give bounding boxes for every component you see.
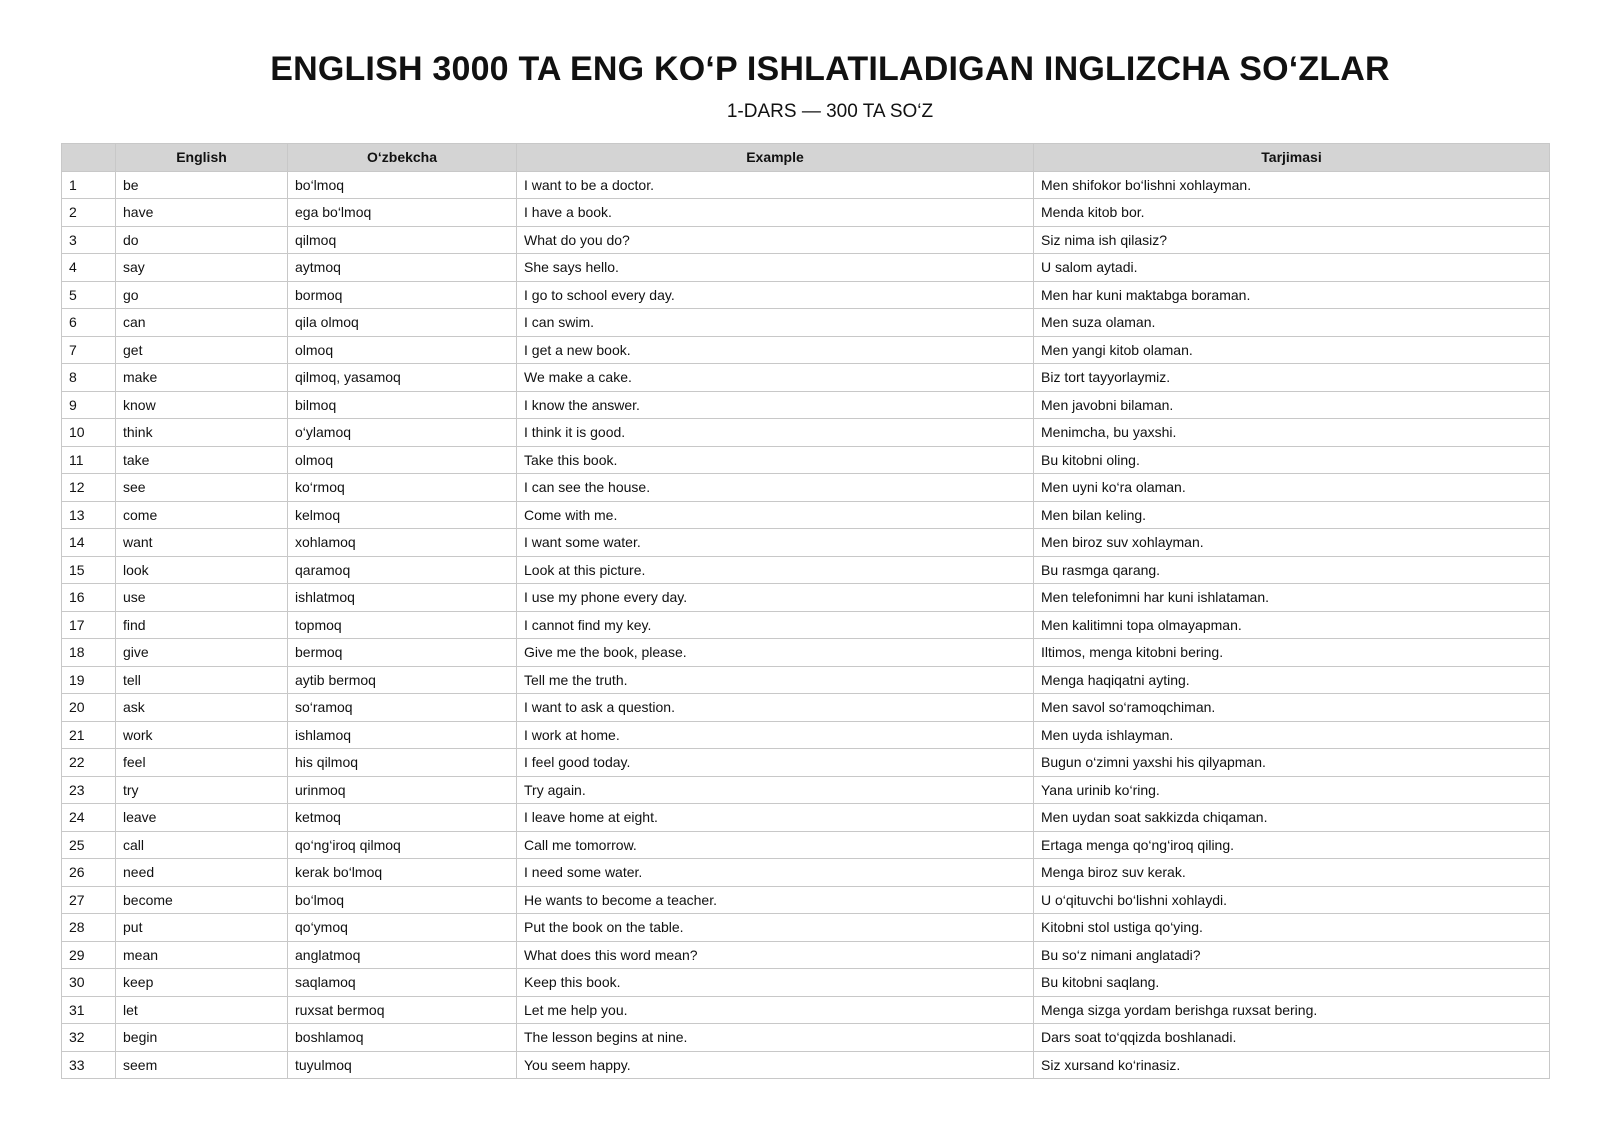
table-body	[62, 171, 1550, 1079]
row-number: 4	[62, 254, 116, 282]
row-number: 19	[62, 666, 116, 694]
row-number: 23	[62, 776, 116, 804]
table-row	[62, 969, 1550, 997]
translation: Dars soat to‘qqizda boshlanadi.	[1034, 1024, 1550, 1052]
table-row	[62, 886, 1550, 914]
row-number: 7	[62, 336, 116, 364]
row-number: 30	[62, 969, 116, 997]
header-uzbek: O‘zbekcha	[288, 144, 517, 172]
row-number: 13	[62, 501, 116, 529]
translation: Menga sizga yordam berishga ruxsat bering.	[1034, 996, 1550, 1024]
row-number: 10	[62, 419, 116, 447]
english-word: need	[116, 859, 288, 887]
english-word: look	[116, 556, 288, 584]
english-word: work	[116, 721, 288, 749]
uzbek-word: tuyulmoq	[288, 1051, 517, 1079]
translation: Kitobni stol ustiga qo‘ying.	[1034, 914, 1550, 942]
example-sentence: I know the answer.	[517, 391, 1034, 419]
uzbek-word: topmoq	[288, 611, 517, 639]
english-word: know	[116, 391, 288, 419]
english-word: seem	[116, 1051, 288, 1079]
example-sentence: I want to ask a question.	[517, 694, 1034, 722]
example-sentence: You seem happy.	[517, 1051, 1034, 1079]
uzbek-word: bermoq	[288, 639, 517, 667]
page-title: ENGLISH 3000 TA ENG KO‘P ISHLATILADIGAN INGLIZCHA SO‘ZLAR	[270, 50, 1390, 88]
example-sentence: Tell me the truth.	[517, 666, 1034, 694]
uzbek-word: o‘ylamoq	[288, 419, 517, 447]
english-word: feel	[116, 749, 288, 777]
row-number: 33	[62, 1051, 116, 1079]
table-row	[62, 474, 1550, 502]
english-word: call	[116, 831, 288, 859]
example-sentence: Keep this book.	[517, 969, 1034, 997]
translation: Menga haqiqatni ayting.	[1034, 666, 1550, 694]
table-row	[62, 254, 1550, 282]
table-row	[62, 391, 1550, 419]
uzbek-word: bormoq	[288, 281, 517, 309]
table-row	[62, 419, 1550, 447]
uzbek-word: saqlamoq	[288, 969, 517, 997]
uzbek-word: kelmoq	[288, 501, 517, 529]
example-sentence: I want some water.	[517, 529, 1034, 557]
uzbek-word: qilmoq	[288, 226, 517, 254]
uzbek-word: ruxsat bermoq	[288, 996, 517, 1024]
translation: Menga biroz suv kerak.	[1034, 859, 1550, 887]
example-sentence: We make a cake.	[517, 364, 1034, 392]
row-number: 26	[62, 859, 116, 887]
row-number: 25	[62, 831, 116, 859]
row-number: 9	[62, 391, 116, 419]
english-word: come	[116, 501, 288, 529]
uzbek-word: bo‘lmoq	[288, 171, 517, 199]
uzbek-word: ketmoq	[288, 804, 517, 832]
example-sentence: I have a book.	[517, 199, 1034, 227]
table-row	[62, 996, 1550, 1024]
example-sentence: Give me the book, please.	[517, 639, 1034, 667]
row-number: 12	[62, 474, 116, 502]
example-sentence: I can swim.	[517, 309, 1034, 337]
example-sentence: I use my phone every day.	[517, 584, 1034, 612]
table-row	[62, 199, 1550, 227]
uzbek-word: urinmoq	[288, 776, 517, 804]
example-sentence: What do you do?	[517, 226, 1034, 254]
row-number: 31	[62, 996, 116, 1024]
translation: Men bilan keling.	[1034, 501, 1550, 529]
row-number: 2	[62, 199, 116, 227]
uzbek-word: anglatmoq	[288, 941, 517, 969]
table-header-row	[62, 144, 1550, 172]
example-sentence: I need some water.	[517, 859, 1034, 887]
uzbek-word: qo‘ymoq	[288, 914, 517, 942]
example-sentence: I want to be a doctor.	[517, 171, 1034, 199]
table-row	[62, 364, 1550, 392]
example-sentence: I leave home at eight.	[517, 804, 1034, 832]
uzbek-word: aytmoq	[288, 254, 517, 282]
table-row	[62, 556, 1550, 584]
example-sentence: Look at this picture.	[517, 556, 1034, 584]
uzbek-word: xohlamoq	[288, 529, 517, 557]
english-word: be	[116, 171, 288, 199]
uzbek-word: kerak bo‘lmoq	[288, 859, 517, 887]
english-word: see	[116, 474, 288, 502]
row-number: 28	[62, 914, 116, 942]
row-number: 6	[62, 309, 116, 337]
header-translation: Tarjimasi	[1034, 144, 1550, 172]
uzbek-word: boshlamoq	[288, 1024, 517, 1052]
row-number: 16	[62, 584, 116, 612]
row-number: 27	[62, 886, 116, 914]
table-row	[62, 446, 1550, 474]
english-word: tell	[116, 666, 288, 694]
english-word: go	[116, 281, 288, 309]
table-row	[62, 226, 1550, 254]
table-row	[62, 776, 1550, 804]
row-number: 3	[62, 226, 116, 254]
english-word: let	[116, 996, 288, 1024]
row-number: 8	[62, 364, 116, 392]
uzbek-word: ega bo‘lmoq	[288, 199, 517, 227]
uzbek-word: qilmoq, yasamoq	[288, 364, 517, 392]
table-row	[62, 1051, 1550, 1079]
example-sentence: I get a new book.	[517, 336, 1034, 364]
translation: Siz nima ish qilasiz?	[1034, 226, 1550, 254]
header-example: Example	[517, 144, 1034, 172]
uzbek-word: ko‘rmoq	[288, 474, 517, 502]
table-row	[62, 914, 1550, 942]
example-sentence: I can see the house.	[517, 474, 1034, 502]
uzbek-word: aytib bermoq	[288, 666, 517, 694]
example-sentence: Come with me.	[517, 501, 1034, 529]
table-row	[62, 804, 1550, 832]
example-sentence: I feel good today.	[517, 749, 1034, 777]
table-row	[62, 584, 1550, 612]
english-word: get	[116, 336, 288, 364]
translation: Iltimos, menga kitobni bering.	[1034, 639, 1550, 667]
translation: Men uydan soat sakkizda chiqaman.	[1034, 804, 1550, 832]
translation: Men uyda ishlayman.	[1034, 721, 1550, 749]
translation: Siz xursand ko‘rinasiz.	[1034, 1051, 1550, 1079]
english-word: keep	[116, 969, 288, 997]
example-sentence: Try again.	[517, 776, 1034, 804]
table-row	[62, 336, 1550, 364]
table-row	[62, 859, 1550, 887]
header-number	[62, 144, 116, 172]
translation: U o‘qituvchi bo‘lishni xohlaydi.	[1034, 886, 1550, 914]
row-number: 1	[62, 171, 116, 199]
row-number: 24	[62, 804, 116, 832]
english-word: do	[116, 226, 288, 254]
english-word: say	[116, 254, 288, 282]
table-row	[62, 721, 1550, 749]
translation: Biz tort tayyorlaymiz.	[1034, 364, 1550, 392]
translation: Ertaga menga qo‘ng‘iroq qiling.	[1034, 831, 1550, 859]
translation: Men kalitimni topa olmayapman.	[1034, 611, 1550, 639]
translation: Men yangi kitob olaman.	[1034, 336, 1550, 364]
table-row	[62, 694, 1550, 722]
row-number: 29	[62, 941, 116, 969]
row-number: 11	[62, 446, 116, 474]
example-sentence: What does this word mean?	[517, 941, 1034, 969]
english-word: use	[116, 584, 288, 612]
example-sentence: Take this book.	[517, 446, 1034, 474]
row-number: 18	[62, 639, 116, 667]
uzbek-word: qila olmoq	[288, 309, 517, 337]
translation: Bu so‘z nimani anglatadi?	[1034, 941, 1550, 969]
row-number: 15	[62, 556, 116, 584]
table-row	[62, 171, 1550, 199]
example-sentence: I think it is good.	[517, 419, 1034, 447]
english-word: leave	[116, 804, 288, 832]
row-number: 17	[62, 611, 116, 639]
uzbek-word: his qilmoq	[288, 749, 517, 777]
example-sentence: He wants to become a teacher.	[517, 886, 1034, 914]
english-word: can	[116, 309, 288, 337]
table-row	[62, 611, 1550, 639]
english-word: give	[116, 639, 288, 667]
translation: Men shifokor bo‘lishni xohlayman.	[1034, 171, 1550, 199]
translation: U salom aytadi.	[1034, 254, 1550, 282]
example-sentence: She says hello.	[517, 254, 1034, 282]
table-row	[62, 639, 1550, 667]
translation: Yana urinib ko‘ring.	[1034, 776, 1550, 804]
translation: Bugun o‘zimni yaxshi his qilyapman.	[1034, 749, 1550, 777]
uzbek-word: olmoq	[288, 336, 517, 364]
english-word: ask	[116, 694, 288, 722]
table-row	[62, 529, 1550, 557]
english-word: begin	[116, 1024, 288, 1052]
row-number: 20	[62, 694, 116, 722]
table-row	[62, 941, 1550, 969]
english-word: become	[116, 886, 288, 914]
translation: Bu kitobni oling.	[1034, 446, 1550, 474]
table-row	[62, 281, 1550, 309]
row-number: 5	[62, 281, 116, 309]
example-sentence: I work at home.	[517, 721, 1034, 749]
translation: Bu kitobni saqlang.	[1034, 969, 1550, 997]
table-row	[62, 309, 1550, 337]
english-word: take	[116, 446, 288, 474]
example-sentence: I go to school every day.	[517, 281, 1034, 309]
table-row	[62, 666, 1550, 694]
table-row	[62, 501, 1550, 529]
example-sentence: The lesson begins at nine.	[517, 1024, 1034, 1052]
english-word: find	[116, 611, 288, 639]
table-row	[62, 1024, 1550, 1052]
translation: Menda kitob bor.	[1034, 199, 1550, 227]
example-sentence: I cannot find my key.	[517, 611, 1034, 639]
english-word: put	[116, 914, 288, 942]
row-number: 14	[62, 529, 116, 557]
english-word: mean	[116, 941, 288, 969]
row-number: 22	[62, 749, 116, 777]
row-number: 32	[62, 1024, 116, 1052]
uzbek-word: qo‘ng‘iroq qilmoq	[288, 831, 517, 859]
translation: Men suza olaman.	[1034, 309, 1550, 337]
english-word: try	[116, 776, 288, 804]
uzbek-word: so‘ramoq	[288, 694, 517, 722]
uzbek-word: qaramoq	[288, 556, 517, 584]
row-number: 21	[62, 721, 116, 749]
page-subtitle: 1-DARS — 300 TA SO‘Z	[726, 101, 934, 122]
uzbek-word: olmoq	[288, 446, 517, 474]
translation: Men uyni ko‘ra olaman.	[1034, 474, 1550, 502]
table-row	[62, 831, 1550, 859]
uzbek-word: bo‘lmoq	[288, 886, 517, 914]
translation: Men har kuni maktabga boraman.	[1034, 281, 1550, 309]
translation: Bu rasmga qarang.	[1034, 556, 1550, 584]
translation: Men javobni bilaman.	[1034, 391, 1550, 419]
english-word: have	[116, 199, 288, 227]
english-word: think	[116, 419, 288, 447]
english-word: want	[116, 529, 288, 557]
translation: Menimcha, bu yaxshi.	[1034, 419, 1550, 447]
header-english: English	[116, 144, 288, 172]
translation: Men savol so‘ramoqchiman.	[1034, 694, 1550, 722]
example-sentence: Put the book on the table.	[517, 914, 1034, 942]
uzbek-word: bilmoq	[288, 391, 517, 419]
translation: Men telefonimni har kuni ishlataman.	[1034, 584, 1550, 612]
translation: Men biroz suv xohlayman.	[1034, 529, 1550, 557]
table-row	[62, 749, 1550, 777]
english-word: make	[116, 364, 288, 392]
uzbek-word: ishlatmoq	[288, 584, 517, 612]
vocabulary-table	[61, 143, 1550, 1079]
uzbek-word: ishlamoq	[288, 721, 517, 749]
example-sentence: Let me help you.	[517, 996, 1034, 1024]
example-sentence: Call me tomorrow.	[517, 831, 1034, 859]
